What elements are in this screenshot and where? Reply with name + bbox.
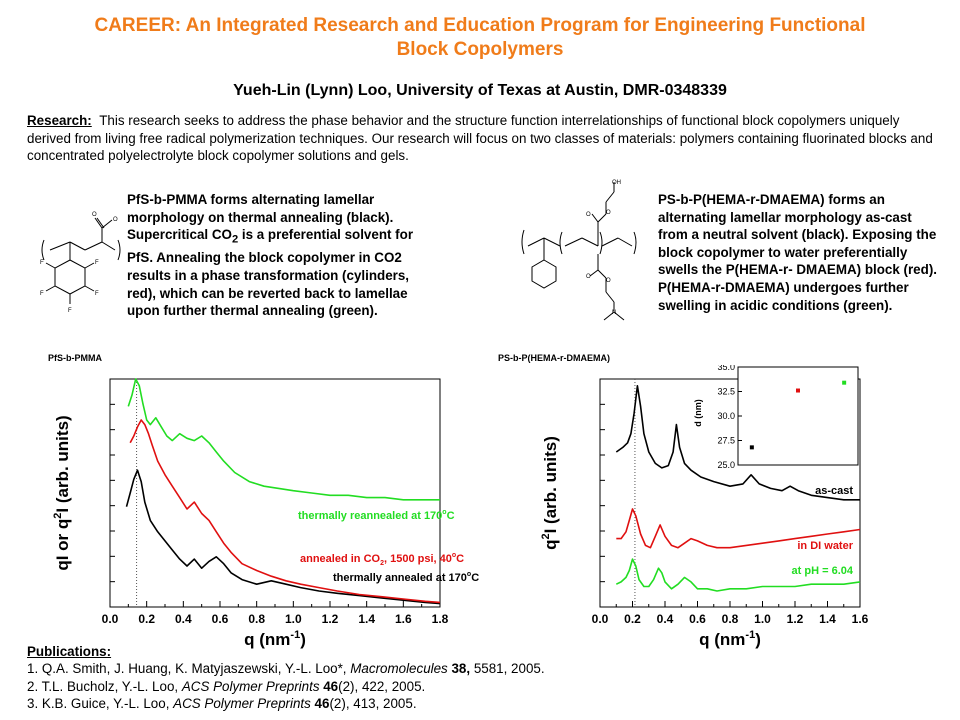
slide-title-line-1: CAREER: An Integrated Research and Education Program for Engineering Functional: [94, 15, 866, 36]
left-x-tick-label: 1.0: [284, 612, 302, 626]
left-description-part-1: PfS-b-PMMA forms alternating lamellar morphology on thermal annealing (black). Supercritical CO: [127, 192, 394, 243]
right-x-tick-label: 1.4: [819, 612, 836, 626]
left-x-tick-label: 0.6: [211, 612, 229, 626]
legend-as-cast: as-cast: [815, 485, 853, 497]
publications-heading: Publications:: [27, 644, 112, 659]
pfs-pmma-structure-label: PfS-b-PMMA: [48, 353, 102, 363]
svg-text:F: F: [68, 308, 72, 314]
right-x-axis-label: q $(nm^{-1})$: [699, 629, 761, 649]
ps-hema-dmaema-structure: [510, 178, 645, 328]
right-x-tick-label: 0.2: [624, 612, 641, 626]
publications-section: [27, 643, 545, 713]
left-x-tick-label: 0.0: [101, 612, 119, 626]
svg-text:F: F: [40, 260, 44, 266]
slide-title: [0, 14, 960, 62]
right-x-tick-label: 0.0: [591, 612, 609, 626]
svg-text:F: F: [95, 291, 99, 297]
author-line: Yueh-Lin (Lynn) Loo, University of Texas at Austin, DMR-0348339: [233, 82, 727, 99]
right-y-ticks: [600, 404, 605, 581]
right-saxs-chart: [510, 365, 950, 650]
left-x-tick-label: 1.4: [358, 612, 376, 626]
left-y-axis-label: qI or $q^2I$ (arb. units): [52, 415, 72, 571]
right-x-tick-label: 0.4: [656, 612, 674, 626]
pfs-pmma-structure: [30, 202, 125, 322]
left-series-line-2: [128, 379, 440, 500]
left-x-tick-label: 1.8: [431, 612, 449, 626]
left-x-tick-label: 0.8: [248, 612, 266, 626]
right-x-tick-label: 1.2: [786, 612, 804, 626]
left-saxs-chart: [50, 365, 490, 650]
legend-in-di-water: in DI water: [797, 540, 853, 552]
inset-y-tick-label: 35.0: [717, 365, 735, 372]
inset-y-tick-label: 32.5: [717, 386, 735, 397]
inset-y-tick-label: 27.5: [717, 435, 735, 446]
inset-y-tick-label: 30.0: [717, 411, 735, 421]
svg-text:O: O: [606, 278, 611, 284]
right-x-tick-label: 0.6: [689, 612, 706, 626]
publication-item-1: 1. Q.A. Smith, J. Huang, K. Matyjaszewski, Y.-L. Loo*, Macromolecules 38, 5581, 2005.: [27, 661, 545, 677]
inset-point-2: [842, 381, 846, 385]
publication-item-3: 3. K.B. Guice, Y.-L. Loo, ACS Polymer Preprints 46(2), 413, 2005.: [27, 696, 417, 712]
svg-text:O: O: [586, 274, 591, 280]
inset-frame: [738, 367, 858, 465]
right-x-tick-label: 1.0: [754, 612, 771, 626]
svg-text:O: O: [92, 212, 97, 218]
research-paragraph: [27, 112, 937, 165]
left-x-tick-label: 1.2: [321, 612, 339, 626]
research-label: Research:: [27, 113, 92, 128]
right-description: PS-b-P(HEMA-r-DMAEMA) forms an alternating lamellar morphology as-cast from a neutral solvent (black). Exposing the block copolymer to water preferentially swells the P(HEMA-r- DMAEMA) block (red). P(HEMA-r-DMAEMA) undergoes further swelling in acidic conditions (green).: [658, 192, 937, 313]
ps-hema-dmaema-structure-label: PS-b-P(HEMA-r-DMAEMA): [498, 353, 610, 363]
svg-text:F: F: [40, 291, 44, 297]
svg-text:O: O: [586, 212, 591, 218]
left-x-axis-label: q $(nm^{-1})$: [244, 629, 306, 649]
inset-y-tick-label: 25.0: [717, 460, 735, 470]
left-x-ticks: [102, 601, 449, 626]
legend-ph: at pH = 6.04: [791, 565, 853, 577]
left-description: [127, 191, 427, 320]
left-series-group: [127, 379, 441, 604]
svg-text:O: O: [113, 217, 118, 223]
inset-point-0: [750, 445, 754, 449]
legend-thermally-reannealed: thermally reannealed at 170$^o$C: [298, 509, 455, 522]
right-x-ticks: [592, 601, 869, 626]
legend-annealed-co2: annealed in $CO_2$, 1500 psi, 40$^o$C: [300, 552, 465, 567]
right-x-tick-label: 1.6: [851, 612, 869, 626]
right-x-tick-label: 0.8: [721, 612, 739, 626]
svg-text:F: F: [95, 260, 99, 266]
legend-thermally-annealed: thermally annealed at 170$^o$C: [333, 571, 480, 584]
right-y-axis-label: $q^2I$ (arb. units): [540, 436, 560, 550]
left-y-ticks: [110, 404, 115, 581]
slide-title-line-2: Block Copolymers: [396, 39, 564, 60]
publication-item-2: 2. T.L. Bucholz, Y.-L. Loo, ACS Polymer Preprints 46(2), 422, 2005.: [27, 678, 426, 694]
left-x-tick-label: 0.2: [138, 612, 156, 626]
svg-text:OH: OH: [612, 180, 621, 186]
left-x-tick-label: 0.4: [174, 612, 192, 626]
left-description-subscript: 2: [231, 233, 239, 246]
left-x-tick-label: 1.6: [394, 612, 412, 626]
research-text: This research seeks to address the phase behavior and the structure function interrelationships of functional block copolymers uniquely derived from living free radical polymerization techniques. Our research will focus on two classes of materials: polymers containing fluorinated blocks and concentrated polyelectrolyte block copolymer solutions and gels.: [27, 113, 933, 163]
svg-text:N: N: [612, 310, 617, 316]
left-description-part-2: is a preferential solvent for PfS. Annealing the block copolymer in CO2 results in a phase transformation (cylinders, red), which can be reverted back to lamellae upon further thermal annealing (green).: [127, 227, 414, 319]
inset-y-axis-label: d (nm): [693, 399, 703, 427]
svg-text:O: O: [606, 210, 611, 216]
inset-point-1: [796, 389, 800, 393]
